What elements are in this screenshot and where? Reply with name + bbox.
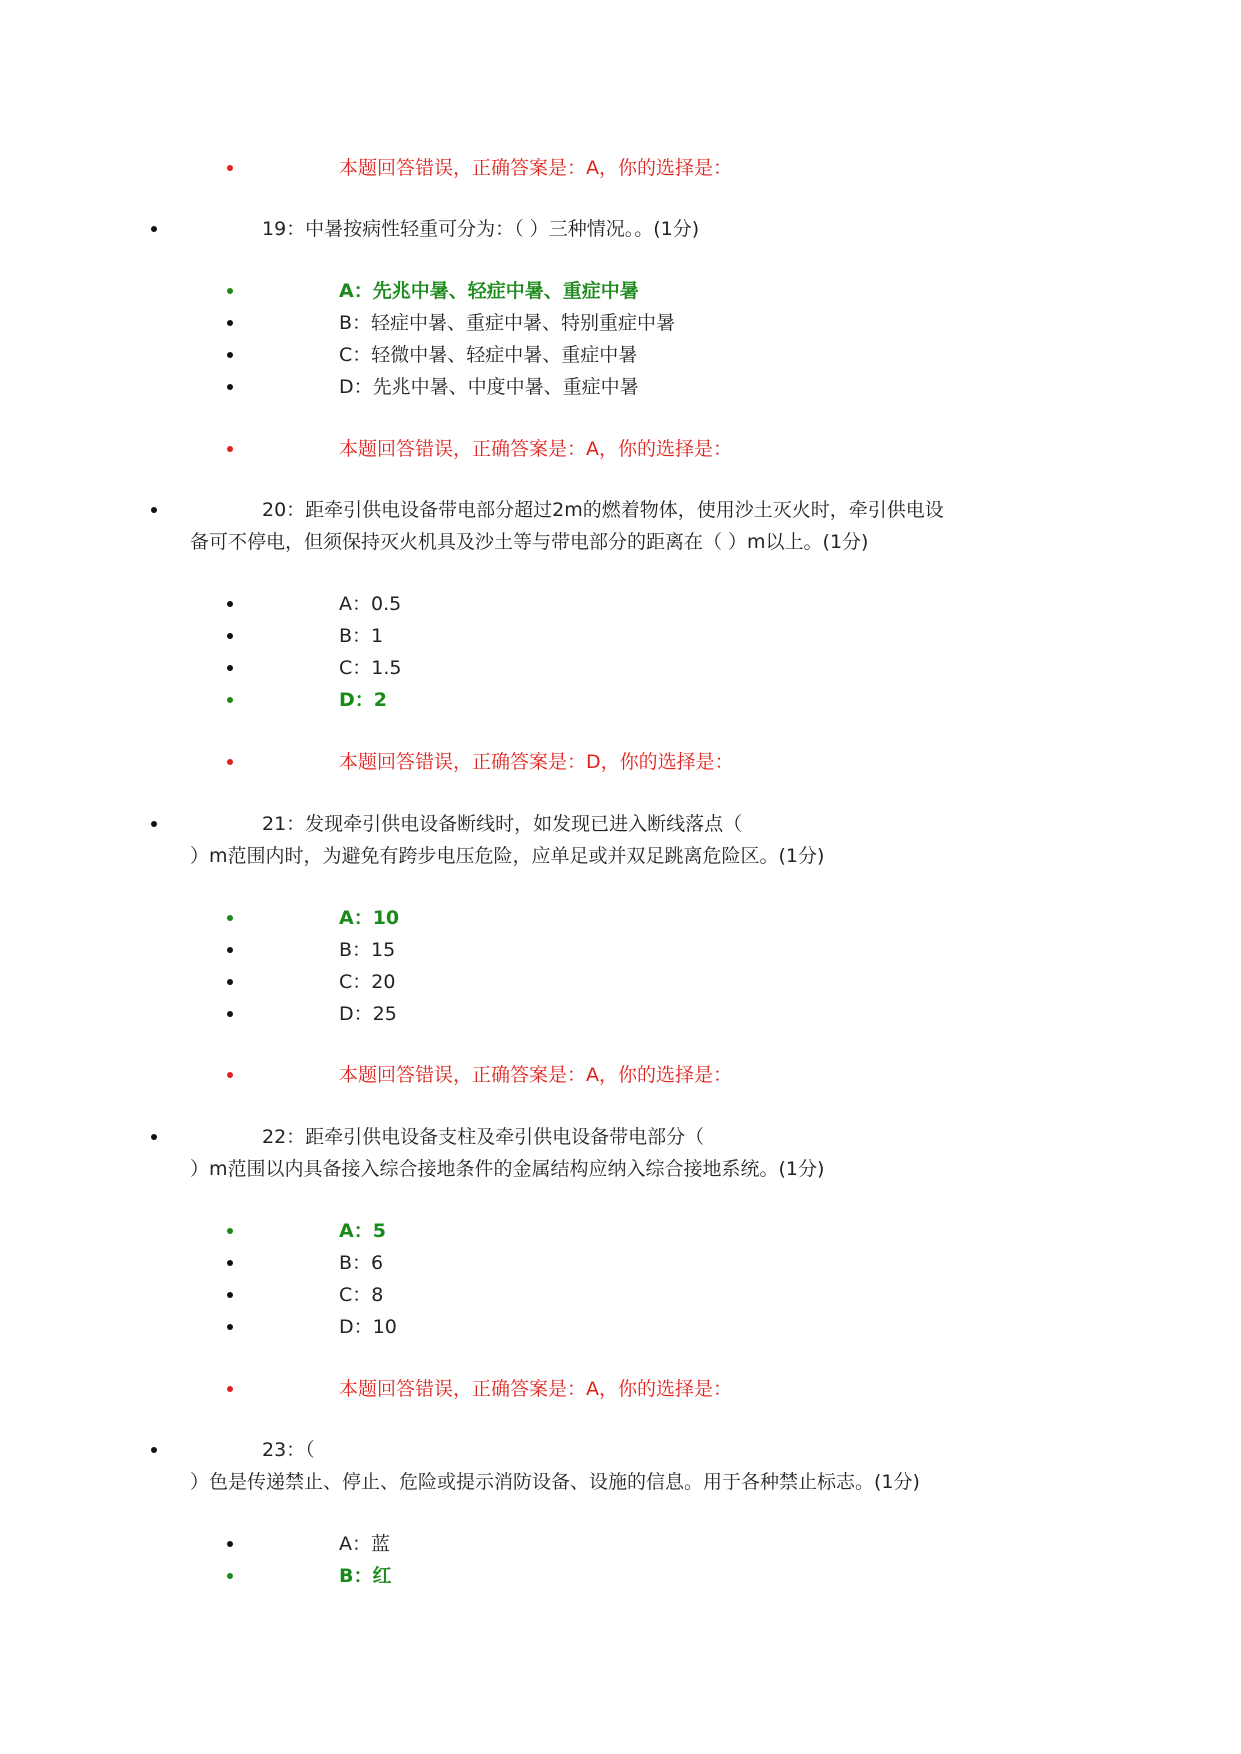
option-text: B：1	[339, 625, 384, 647]
question-text: 23：（	[262, 1439, 315, 1461]
option-text: B：轻症中暑、重症中暑、特别重症中暑	[339, 312, 676, 334]
option-text: D：10	[339, 1316, 397, 1338]
option-text: A：0.5	[339, 593, 402, 615]
question-text: 20：距牵引供电设备带电部分超过2m的燃着物体，使用沙土灭火时，牵引供电设	[262, 499, 944, 521]
bullet	[227, 352, 233, 358]
bullet	[227, 633, 233, 639]
bullet	[151, 507, 157, 513]
bullet	[227, 601, 233, 607]
bullet	[151, 1134, 157, 1140]
option-text: D：2	[339, 689, 387, 711]
option-text: A：5	[339, 1220, 386, 1242]
bullet	[227, 165, 233, 171]
option-text: B：6	[339, 1252, 384, 1274]
bullet	[151, 1447, 157, 1453]
question-text: 备可不停电，但须保持灭火机具及沙土等与带电部分的距离在（ ）m以上。(1分)	[190, 531, 869, 553]
bullet	[151, 226, 157, 232]
bullet	[227, 288, 233, 294]
option-text: D：25	[339, 1003, 397, 1025]
bullet	[227, 1324, 233, 1330]
question-text: ）m范围内时，为避免有跨步电压危险，应单足或并双足跳离危险区。(1分)	[190, 845, 825, 867]
option-text: A：蓝	[339, 1533, 390, 1555]
feedback-text: 本题回答错误，正确答案是：A，你的选择是：	[339, 1064, 732, 1086]
bullet	[227, 1573, 233, 1579]
feedback-text: 本题回答错误，正确答案是：A，你的选择是：	[339, 1378, 732, 1400]
bullet	[227, 1386, 233, 1392]
feedback-text: 本题回答错误，正确答案是：D，你的选择是：	[339, 751, 734, 773]
bullet	[227, 1292, 233, 1298]
question-text: 22：距牵引供电设备支柱及牵引供电设备带电部分（	[262, 1126, 705, 1148]
bullet	[227, 979, 233, 985]
bullet	[227, 759, 233, 765]
question-text: ）m范围以内具备接入综合接地条件的金属结构应纳入综合接地系统。(1分)	[190, 1158, 825, 1180]
bullet	[227, 1072, 233, 1078]
option-text: C：1.5	[339, 657, 402, 679]
bullet	[227, 446, 233, 452]
bullet	[151, 821, 157, 827]
option-text: D：先兆中暑、中度中暑、重症中暑	[339, 376, 639, 398]
bullet	[227, 665, 233, 671]
question-text: ）色是传递禁止、停止、危险或提示消防设备、设施的信息。用于各种禁止标志。(1分)	[190, 1471, 920, 1493]
option-text: C：轻微中暑、轻症中暑、重症中暑	[339, 344, 638, 366]
bullet	[227, 697, 233, 703]
feedback-text: 本题回答错误，正确答案是：A，你的选择是：	[339, 157, 732, 179]
bullet	[227, 1541, 233, 1547]
bullet	[227, 1011, 233, 1017]
option-text: C：8	[339, 1284, 384, 1306]
option-text: A：先兆中暑、轻症中暑、重症中暑	[339, 280, 639, 302]
question-text: 19：中暑按病性轻重可分为：（ ）三种情况。。(1分)	[262, 218, 700, 240]
bullet	[227, 947, 233, 953]
bullet	[227, 1228, 233, 1234]
feedback-text: 本题回答错误，正确答案是：A，你的选择是：	[339, 438, 732, 460]
option-text: B：红	[339, 1565, 392, 1587]
bullet	[227, 915, 233, 921]
question-text: 21：发现牵引供电设备断线时，如发现已进入断线落点（	[262, 813, 743, 835]
option-text: C：20	[339, 971, 396, 993]
option-text: A：10	[339, 907, 400, 929]
bullet	[227, 320, 233, 326]
bullet	[227, 1260, 233, 1266]
option-text: B：15	[339, 939, 396, 961]
bullet	[227, 384, 233, 390]
